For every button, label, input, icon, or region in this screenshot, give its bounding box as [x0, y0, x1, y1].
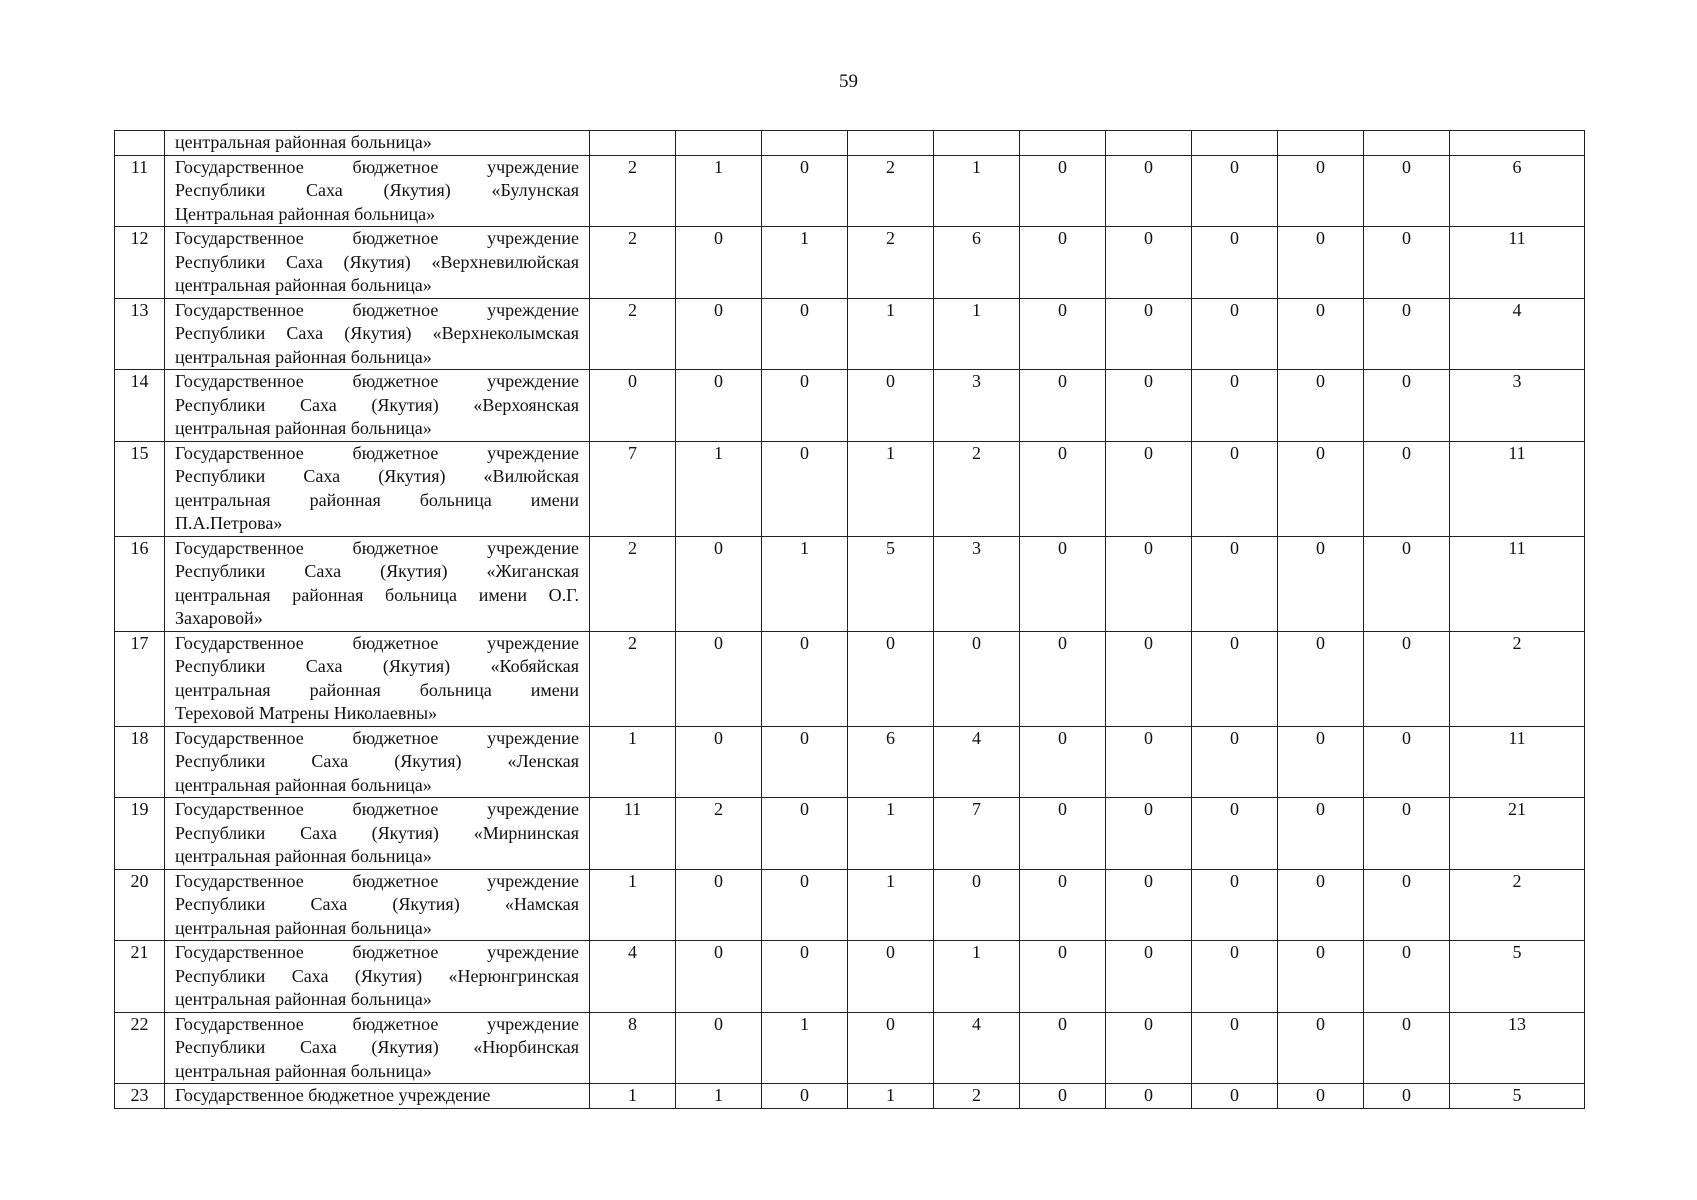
institution-name-cell	[165, 370, 590, 442]
value-cell	[1364, 131, 1450, 156]
value-cell: 6	[934, 227, 1020, 299]
table-row	[115, 370, 1585, 442]
value-cell: 0	[1364, 441, 1450, 536]
value-cell: 0	[762, 1084, 848, 1109]
value-cell: 0	[1364, 298, 1450, 370]
table-row	[115, 869, 1585, 941]
value-cell: 1	[848, 798, 934, 870]
value-cell: 0	[762, 441, 848, 536]
institution-name-line: Государственное бюджетное учреждение	[175, 442, 579, 463]
institution-name-line: Государственное бюджетное учреждение	[175, 1085, 491, 1105]
value-cell: 0	[1278, 1084, 1364, 1109]
row-number-cell: 22	[115, 1012, 165, 1084]
value-cell: 0	[1020, 1084, 1106, 1109]
total-value-cell: 11	[1450, 227, 1585, 299]
institution-name-line: Республики Саха (Якутия) «Мирнинская	[175, 822, 579, 843]
value-cell: 7	[934, 798, 1020, 870]
table-row	[115, 631, 1585, 726]
table-body	[115, 131, 1585, 1109]
value-cell: 0	[1192, 155, 1278, 227]
value-cell: 2	[848, 227, 934, 299]
value-cell: 0	[1278, 155, 1364, 227]
value-cell: 0	[762, 631, 848, 726]
value-cell: 0	[848, 1012, 934, 1084]
institution-name-line: центральная районная больница имени	[175, 679, 579, 700]
value-cell: 0	[1106, 726, 1192, 798]
institution-name-line: центральная районная больница»	[175, 1060, 432, 1081]
institution-name-line: Захаровой»	[175, 608, 263, 628]
value-cell: 0	[1020, 298, 1106, 370]
value-cell: 0	[1278, 227, 1364, 299]
institution-name-cell	[165, 1084, 590, 1109]
table-row	[115, 1084, 1585, 1109]
table-row	[115, 298, 1585, 370]
row-number-cell: 18	[115, 726, 165, 798]
value-cell: 0	[1192, 370, 1278, 442]
row-number-cell: 23	[115, 1084, 165, 1109]
institution-name-line: Государственное бюджетное учреждение	[175, 537, 579, 558]
value-cell: 0	[676, 631, 762, 726]
total-value-cell: 11	[1450, 726, 1585, 798]
value-cell	[676, 131, 762, 156]
value-cell: 2	[590, 227, 676, 299]
total-value-cell: 13	[1450, 1012, 1585, 1084]
table-row	[115, 941, 1585, 1013]
institution-name-line: Государственное бюджетное учреждение	[175, 299, 579, 320]
institution-name-line: Республики Саха (Якутия) «Нюрбинская	[175, 1037, 579, 1057]
value-cell: 2	[590, 155, 676, 227]
value-cell: 0	[1364, 798, 1450, 870]
row-number-cell: 19	[115, 798, 165, 870]
value-cell: 1	[590, 1084, 676, 1109]
value-cell: 0	[1020, 941, 1106, 1013]
table-row	[115, 726, 1585, 798]
value-cell: 7	[590, 441, 676, 536]
value-cell: 0	[1278, 869, 1364, 941]
value-cell: 0	[1106, 1012, 1192, 1084]
value-cell: 0	[1020, 631, 1106, 726]
value-cell: 0	[1278, 798, 1364, 870]
total-value-cell: 5	[1450, 1084, 1585, 1109]
value-cell: 0	[1020, 536, 1106, 631]
value-cell: 0	[1020, 227, 1106, 299]
row-number-cell	[115, 131, 165, 156]
value-cell: 0	[676, 869, 762, 941]
institution-name-line: центральная районная больница»	[175, 774, 432, 795]
value-cell: 0	[1278, 536, 1364, 631]
value-cell	[762, 131, 848, 156]
institution-name-cell	[165, 131, 590, 156]
institution-name-line: Государственное бюджетное учреждение	[175, 799, 579, 819]
institution-name-line: Республики Саха (Якутия) «Намская	[175, 894, 579, 914]
value-cell: 0	[1106, 298, 1192, 370]
institution-name-line: центральная районная больница»	[175, 418, 432, 438]
value-cell: 2	[848, 155, 934, 227]
row-number-cell: 16	[115, 536, 165, 631]
institution-name-cell	[165, 298, 590, 370]
table-row	[115, 227, 1585, 299]
value-cell: 0	[1106, 941, 1192, 1013]
row-number-cell: 17	[115, 631, 165, 726]
value-cell: 0	[1278, 941, 1364, 1013]
institution-name-line: Республики Саха (Якутия) «Жиганская	[175, 561, 579, 581]
value-cell: 0	[1278, 298, 1364, 370]
value-cell: 1	[848, 298, 934, 370]
page-number: 59	[839, 71, 858, 92]
value-cell: 0	[848, 370, 934, 442]
value-cell: 0	[1020, 726, 1106, 798]
table-row	[115, 131, 1585, 156]
total-value-cell: 11	[1450, 441, 1585, 536]
institution-name-line: центральная районная больница»	[175, 846, 432, 866]
institution-name-cell	[165, 941, 590, 1013]
value-cell: 0	[1020, 869, 1106, 941]
value-cell: 2	[590, 298, 676, 370]
value-cell: 0	[1106, 536, 1192, 631]
value-cell: 0	[762, 941, 848, 1013]
value-cell: 0	[1192, 941, 1278, 1013]
value-cell: 0	[1192, 631, 1278, 726]
institution-name-cell	[165, 798, 590, 870]
value-cell: 4	[590, 941, 676, 1013]
value-cell: 0	[1192, 227, 1278, 299]
row-number-cell: 13	[115, 298, 165, 370]
institution-name-line: Государственное бюджетное учреждение	[175, 156, 579, 177]
institution-name-cell	[165, 441, 590, 536]
institution-name-line: центральная районная больница имени О.Г.	[175, 584, 579, 605]
institution-name-cell	[165, 869, 590, 941]
value-cell: 0	[1106, 869, 1192, 941]
institution-name-cell	[165, 726, 590, 798]
value-cell: 2	[590, 631, 676, 726]
value-cell	[590, 131, 676, 156]
value-cell: 0	[1192, 536, 1278, 631]
value-cell: 0	[1364, 1012, 1450, 1084]
value-cell: 1	[848, 869, 934, 941]
total-value-cell: 2	[1450, 631, 1585, 726]
value-cell: 3	[934, 370, 1020, 442]
row-number-cell: 21	[115, 941, 165, 1013]
value-cell: 4	[934, 1012, 1020, 1084]
value-cell: 6	[848, 726, 934, 798]
value-cell: 0	[1192, 441, 1278, 536]
institution-name-cell	[165, 1012, 590, 1084]
value-cell: 0	[1364, 370, 1450, 442]
value-cell: 1	[676, 441, 762, 536]
institution-name-line: Государственное бюджетное учреждение	[175, 942, 579, 962]
total-value-cell	[1450, 131, 1585, 156]
value-cell: 0	[676, 1012, 762, 1084]
institution-name-line: центральная районная больница»	[175, 989, 432, 1009]
value-cell: 0	[1106, 227, 1192, 299]
value-cell: 1	[934, 298, 1020, 370]
value-cell: 0	[1278, 370, 1364, 442]
institution-name-line: Республики Саха (Якутия) «Верхневилюйская	[175, 251, 579, 272]
value-cell: 1	[762, 536, 848, 631]
value-cell	[934, 131, 1020, 156]
institution-name-line: центральная районная больница»	[175, 917, 432, 938]
value-cell: 1	[934, 941, 1020, 1013]
institution-name-line: Республики Саха (Якутия) «Кобяйская	[175, 656, 579, 676]
institution-name-line: Республики Саха (Якутия) «Нерюнгринская	[175, 965, 579, 986]
institution-name-line: Государственное бюджетное учреждение	[175, 371, 579, 391]
value-cell: 0	[676, 941, 762, 1013]
row-number-cell: 14	[115, 370, 165, 442]
table-row	[115, 536, 1585, 631]
value-cell: 0	[676, 370, 762, 442]
value-cell: 0	[1192, 298, 1278, 370]
institution-name-cell	[165, 155, 590, 227]
institution-name-line: Республики Саха (Якутия) «Ленская	[175, 751, 579, 771]
value-cell: 0	[1020, 441, 1106, 536]
total-value-cell: 4	[1450, 298, 1585, 370]
value-cell: 0	[1106, 370, 1192, 442]
row-number-cell: 20	[115, 869, 165, 941]
value-cell: 0	[1106, 155, 1192, 227]
value-cell: 1	[676, 1084, 762, 1109]
value-cell: 1	[590, 869, 676, 941]
institution-name-line: Центральная районная больница»	[175, 203, 436, 224]
value-cell: 0	[762, 798, 848, 870]
institution-name-line: Государственное бюджетное учреждение	[175, 1013, 579, 1034]
total-value-cell: 6	[1450, 155, 1585, 227]
value-cell: 0	[848, 941, 934, 1013]
value-cell: 0	[1106, 1084, 1192, 1109]
value-cell: 0	[1364, 631, 1450, 726]
value-cell: 0	[762, 298, 848, 370]
total-value-cell: 21	[1450, 798, 1585, 870]
value-cell: 0	[1364, 941, 1450, 1013]
institution-name-line: центральная районная больница»	[175, 346, 432, 367]
table-row	[115, 155, 1585, 227]
total-value-cell: 11	[1450, 536, 1585, 631]
value-cell: 2	[934, 1084, 1020, 1109]
value-cell: 1	[848, 441, 934, 536]
institution-name-line: Государственное бюджетное учреждение	[175, 727, 579, 748]
value-cell: 1	[590, 726, 676, 798]
value-cell: 0	[1278, 1012, 1364, 1084]
value-cell: 0	[762, 155, 848, 227]
value-cell: 0	[762, 370, 848, 442]
value-cell: 0	[1106, 441, 1192, 536]
value-cell: 0	[1020, 1012, 1106, 1084]
table-row	[115, 798, 1585, 870]
value-cell: 1	[848, 1084, 934, 1109]
value-cell	[1192, 131, 1278, 156]
institution-name-line: центральная районная больница имени	[175, 489, 579, 510]
value-cell: 0	[1364, 1084, 1450, 1109]
institution-name-line: Республики Саха (Якутия) «Булунская	[175, 180, 579, 200]
value-cell: 0	[676, 726, 762, 798]
institution-name-line: Государственное бюджетное учреждение	[175, 870, 579, 891]
data-table	[114, 130, 1585, 1109]
value-cell: 0	[934, 631, 1020, 726]
value-cell: 0	[1020, 155, 1106, 227]
value-cell: 4	[934, 726, 1020, 798]
value-cell: 0	[1192, 1084, 1278, 1109]
row-number-cell: 11	[115, 155, 165, 227]
value-cell: 1	[762, 1012, 848, 1084]
table-row	[115, 441, 1585, 536]
value-cell: 0	[1192, 726, 1278, 798]
institution-name-line: Республики Саха (Якутия) «Верхнеколымская	[175, 323, 579, 343]
institution-name-cell	[165, 227, 590, 299]
row-number-cell: 12	[115, 227, 165, 299]
total-value-cell: 2	[1450, 869, 1585, 941]
institution-name-line: центральная районная больница»	[175, 275, 432, 295]
institution-name-line: Республики Саха (Якутия) «Верхоянская	[175, 394, 579, 415]
institution-name-line: центральная районная больница»	[175, 132, 432, 152]
value-cell: 0	[848, 631, 934, 726]
table-row	[115, 1012, 1585, 1084]
institution-name-line: Тереховой Матрены Николаевны»	[175, 703, 438, 723]
value-cell: 0	[1364, 227, 1450, 299]
institution-name-cell	[165, 631, 590, 726]
value-cell: 0	[676, 536, 762, 631]
value-cell	[1020, 131, 1106, 156]
value-cell: 0	[1020, 370, 1106, 442]
value-cell: 0	[1020, 798, 1106, 870]
value-cell: 0	[1192, 869, 1278, 941]
row-number-cell: 15	[115, 441, 165, 536]
value-cell: 2	[676, 798, 762, 870]
value-cell: 1	[676, 155, 762, 227]
value-cell: 3	[934, 536, 1020, 631]
value-cell: 11	[590, 798, 676, 870]
institution-name-line: Государственное бюджетное учреждение	[175, 632, 579, 653]
value-cell: 1	[762, 227, 848, 299]
value-cell: 0	[1106, 631, 1192, 726]
value-cell	[1106, 131, 1192, 156]
value-cell: 0	[1364, 726, 1450, 798]
value-cell: 0	[1364, 536, 1450, 631]
value-cell: 0	[762, 869, 848, 941]
value-cell: 0	[1106, 798, 1192, 870]
value-cell	[848, 131, 934, 156]
institution-name-cell	[165, 536, 590, 631]
value-cell: 0	[1192, 798, 1278, 870]
value-cell: 0	[1364, 155, 1450, 227]
value-cell: 1	[934, 155, 1020, 227]
institution-name-line: Республики Саха (Якутия) «Вилюйская	[175, 466, 579, 486]
value-cell: 0	[590, 370, 676, 442]
value-cell: 0	[1192, 1012, 1278, 1084]
total-value-cell: 5	[1450, 941, 1585, 1013]
value-cell: 0	[934, 869, 1020, 941]
value-cell: 5	[848, 536, 934, 631]
value-cell: 0	[1278, 631, 1364, 726]
value-cell: 0	[676, 227, 762, 299]
value-cell: 0	[1278, 726, 1364, 798]
value-cell: 0	[1278, 441, 1364, 536]
value-cell: 2	[934, 441, 1020, 536]
value-cell: 2	[590, 536, 676, 631]
value-cell: 0	[1364, 869, 1450, 941]
value-cell: 0	[762, 726, 848, 798]
value-cell: 0	[676, 298, 762, 370]
institution-name-line: Государственное бюджетное учреждение	[175, 228, 579, 248]
institution-name-line: П.А.Петрова»	[175, 513, 283, 533]
value-cell: 8	[590, 1012, 676, 1084]
value-cell	[1278, 131, 1364, 156]
total-value-cell: 3	[1450, 370, 1585, 442]
